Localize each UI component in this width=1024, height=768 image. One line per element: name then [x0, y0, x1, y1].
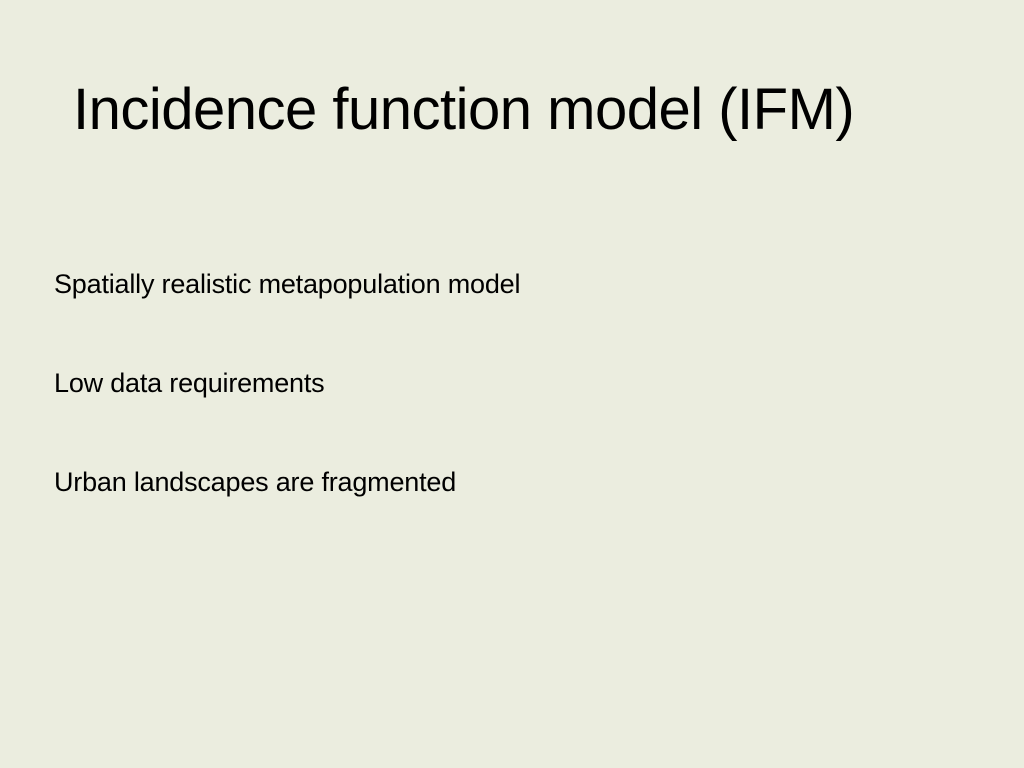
bullet-item-urban-landscapes: Urban landscapes are fragmented	[54, 467, 457, 497]
slide-title: Incidence function model (IFM)	[73, 77, 855, 142]
bullet-list	[54, 262, 520, 559]
bullet-item-low-data: Low data requirements	[54, 368, 325, 398]
bullet-item-spatially-realistic: Spatially realistic metapopulation model	[54, 269, 521, 299]
